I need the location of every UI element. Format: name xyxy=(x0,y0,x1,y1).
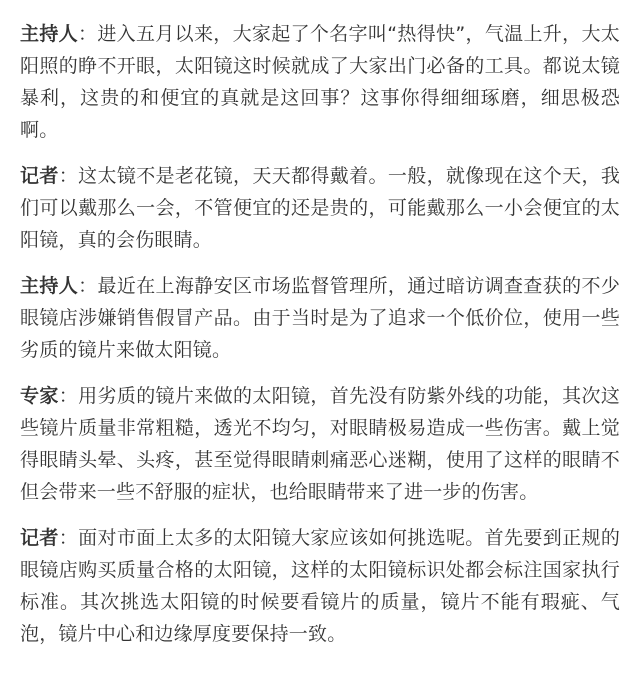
paragraph-text: 用劣质的镜片来做的太阳镜，首先没有防紫外线的功能，其次这些镜片质量非常粗糙，透光不均匀，对眼睛极易造成一些伤害。戴上觉得眼睛头晕、头疼，甚至觉得眼睛刺痛恶心迷糊，使用了这样的眼睛不但会带来一些不舒服的症状，也给眼睛带来了进一步的伤害。 xyxy=(20,385,621,503)
speaker-separator: ： xyxy=(77,23,98,45)
speaker-separator: ： xyxy=(58,165,79,187)
speaker-label: 专家 xyxy=(20,385,59,407)
paragraph-text: 这太镜不是老花镜，天天都得戴着。一般，就像现在这个天，我们可以戴那么一会，不管便宜的还是贵的，可能戴那么一小会便宜的太阳镜，真的会伤眼睛。 xyxy=(20,165,621,251)
paragraph-text: 进入五月以来，大家起了个名字叫“热得快”，气温上升，大太阳照的睁不开眼，太阳镜这时候就成了大家出门必备的工具。都说太镜暴利，这贵的和便宜的真就是这回事？这事你得细细琢磨，细思极恐啊。 xyxy=(20,23,620,141)
paragraph-reporter-1 xyxy=(20,160,620,256)
paragraph-expert xyxy=(20,380,620,508)
speaker-separator: ： xyxy=(58,385,79,407)
paragraph-host-1 xyxy=(20,18,620,146)
speaker-label: 记者 xyxy=(20,165,59,187)
paragraph-reporter-2 xyxy=(20,522,620,650)
paragraph-text: 最近在上海静安区市场监督管理所，通过暗访调查查获的不少眼镜店涉嫌销售假冒产品。由于当时是为了追求一个低价位，使用一些劣质的镜片来做太阳镜。 xyxy=(20,275,621,361)
paragraph-host-2 xyxy=(20,270,620,366)
speaker-separator: ： xyxy=(58,527,79,549)
speaker-label: 主持人 xyxy=(20,275,79,297)
speaker-separator: ： xyxy=(78,275,98,297)
paragraph-text: 面对市面上太多的太阳镜大家应该如何挑选呢。首先要到正规的眼镜店购买质量合格的太阳镜，这样的太阳镜标识处都会标注国家执行标准。其次挑选太阳镜的时候要看镜片的质量，镜片不能有瑕疵、气泡，镜片中心和边缘厚度要保持一致。 xyxy=(20,527,621,645)
speaker-label: 记者 xyxy=(20,527,59,549)
speaker-label: 主持人 xyxy=(20,23,78,45)
